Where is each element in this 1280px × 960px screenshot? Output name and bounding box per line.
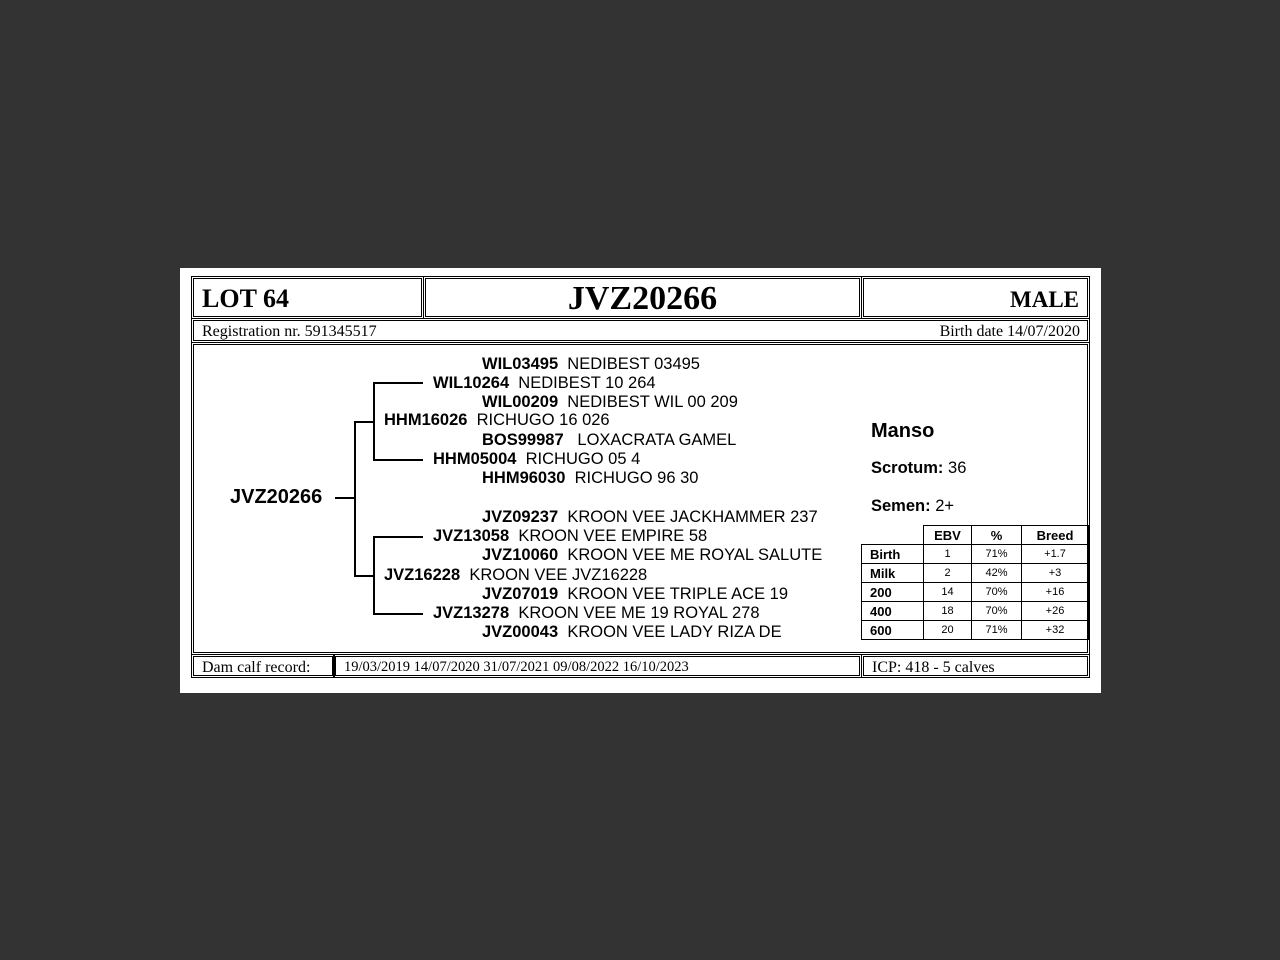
dam-dam-code: JVZ13278 [433, 604, 510, 622]
sire-dam-sire-entry [482, 431, 736, 450]
dam-dam-entry [433, 604, 760, 623]
sire-dam-entry [433, 450, 640, 469]
dam-dam-sire-entry [482, 585, 788, 604]
semen-value: 2+ [935, 497, 955, 515]
dam-sire-code: JVZ13058 [433, 527, 510, 545]
ebv-row-label: 400 [862, 602, 924, 621]
dam-sire-name: KROON VEE EMPIRE 58 [518, 527, 708, 545]
sire-sire-sire-code: WIL03495 [482, 355, 559, 373]
sex-box [861, 276, 1090, 319]
ebv-row-200 [862, 583, 1089, 602]
sire-dam-dam-code: HHM96030 [482, 469, 566, 487]
dam-dam-dam-name: KROON VEE LADY RIZA DE [567, 623, 782, 641]
dam-dam-dam-code: JVZ00043 [482, 623, 559, 641]
ebv-header-blank [862, 526, 924, 545]
ebv-row-label: Milk [862, 564, 924, 583]
dam-dam-sire-code: JVZ07019 [482, 585, 559, 603]
dam-calf-dates-box [333, 654, 862, 678]
ebv-table [861, 525, 1089, 640]
scrotum-info [871, 459, 966, 478]
dam-sire-dam-name: KROON VEE ME ROYAL SALUTE [567, 546, 823, 564]
sire-sire-code: WIL10264 [433, 374, 510, 392]
dam-sire-sire-code: JVZ09237 [482, 508, 559, 526]
ebv-value: 18 [924, 602, 972, 621]
sire-name: RICHUGO 16 026 [476, 411, 610, 429]
ebv-breed-avg: +1.7 [1022, 545, 1089, 564]
icp-box [861, 654, 1090, 678]
dam-connector [354, 575, 374, 577]
ebv-accuracy: 71% [972, 545, 1022, 564]
sire-code: HHM16026 [384, 411, 468, 429]
ebv-value: 1 [924, 545, 972, 564]
ebv-header-ebv: EBV [924, 526, 972, 545]
sire-sire-connector [373, 382, 423, 384]
sex-label: MALE [1010, 287, 1079, 312]
dam-sire-dam-entry [482, 546, 822, 565]
registration-number: Registration nr. 591345517 [202, 323, 377, 340]
dam-sire-connector [373, 536, 423, 538]
icp-summary: ICP: 418 - 5 calves [872, 659, 995, 676]
ebv-header-row [862, 526, 1089, 545]
semen-label: Semen: [871, 497, 931, 515]
ebv-accuracy: 70% [972, 602, 1022, 621]
ebv-row-400 [862, 602, 1089, 621]
sire-sire-dam-entry [482, 393, 738, 412]
ebv-accuracy: 71% [972, 621, 1022, 640]
sire-sire-name: NEDIBEST 10 264 [518, 374, 656, 392]
lot-box [191, 276, 424, 319]
lot-number: LOT 64 [202, 284, 289, 313]
dam-calf-label-box [191, 654, 335, 678]
sire-dam-code: HHM05004 [433, 450, 517, 468]
sire-sire-dam-name: NEDIBEST WIL 00 209 [567, 393, 738, 411]
birth-date: Birth date 14/07/2020 [939, 323, 1080, 340]
dam-sire-sire-entry [482, 508, 818, 527]
dam-dam-sire-name: KROON VEE TRIPLE ACE 19 [567, 585, 789, 603]
sire-entry [384, 411, 610, 430]
dam-entry [384, 566, 647, 585]
animal-name: Manso [871, 420, 935, 442]
dam-name: KROON VEE JVZ16228 [469, 566, 648, 584]
scrotum-label: Scrotum: [871, 459, 944, 477]
sire-sire-entry [433, 374, 656, 393]
sire-sire-sire-name: NEDIBEST 03495 [567, 355, 700, 373]
ebv-value: 14 [924, 583, 972, 602]
sire-vertical [373, 382, 375, 461]
dam-sire-dam-code: JVZ10060 [482, 546, 559, 564]
dam-calf-label: Dam calf record: [202, 659, 311, 676]
dam-calf-dates: 19/03/2019 14/07/2020 31/07/2021 09/08/2022 16/10/2023 [344, 659, 689, 675]
sire-dam-sire-name: LOXACRATA GAMEL [577, 431, 737, 449]
sire-sire-dam-code: WIL00209 [482, 393, 559, 411]
dam-dam-dam-entry [482, 623, 782, 642]
dam-sire-sire-name: KROON VEE JACKHAMMER 237 [567, 508, 818, 526]
lot-card [180, 268, 1101, 693]
dam-dam-connector [373, 613, 423, 615]
sire-sire-sire-entry [482, 355, 700, 374]
dam-dam-name: KROON VEE ME 19 ROYAL 278 [518, 604, 760, 622]
ebv-breed-avg: +3 [1022, 564, 1089, 583]
dam-sire-entry [433, 527, 707, 546]
sire-dam-name: RICHUGO 05 4 [525, 450, 641, 468]
ebv-row-birth [862, 545, 1089, 564]
ebv-value: 2 [924, 564, 972, 583]
dam-vertical [373, 536, 375, 615]
animal-id-box [423, 276, 862, 319]
sire-connector [354, 421, 374, 423]
ebv-breed-avg: +32 [1022, 621, 1089, 640]
dam-code: JVZ16228 [384, 566, 461, 584]
sire-dam-sire-code: BOS99987 [482, 431, 564, 449]
parents-vertical [354, 421, 356, 576]
pedigree-subject: JVZ20266 [230, 486, 323, 508]
ebv-header-breed: Breed [1022, 526, 1089, 545]
sire-dam-connector [373, 459, 423, 461]
registration-box [191, 318, 1090, 343]
sire-dam-dam-name: RICHUGO 96 30 [574, 469, 699, 487]
ebv-accuracy: 42% [972, 564, 1022, 583]
semen-info [871, 497, 954, 516]
ebv-row-label: 600 [862, 621, 924, 640]
animal-id-title: JVZ20266 [567, 280, 718, 317]
ebv-breed-avg: +26 [1022, 602, 1089, 621]
ebv-row-label: 200 [862, 583, 924, 602]
scrotum-value: 36 [948, 459, 967, 477]
ebv-header-pct: % [972, 526, 1022, 545]
ebv-row-label: Birth [862, 545, 924, 564]
ebv-value: 20 [924, 621, 972, 640]
subject-connector [335, 497, 354, 499]
ebv-breed-avg: +16 [1022, 583, 1089, 602]
ebv-accuracy: 70% [972, 583, 1022, 602]
ebv-row-600 [862, 621, 1089, 640]
ebv-row-milk [862, 564, 1089, 583]
sire-dam-dam-entry [482, 469, 698, 488]
